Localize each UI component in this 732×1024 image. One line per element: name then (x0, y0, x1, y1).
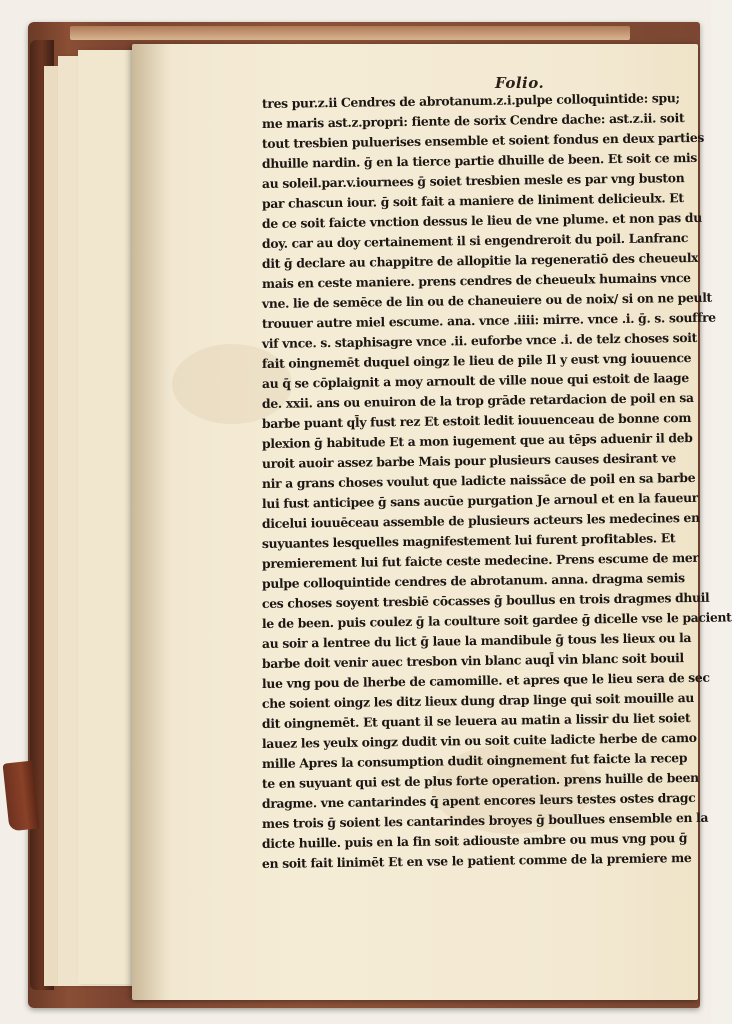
text-line: plexion ḡ habitude Et a mon iugement que au tēps aduenir il deb (261, 429, 693, 451)
text-line: fait oingnemēt duquel oingz le lieu de pile Il y eust vng iouuence (261, 350, 692, 371)
text-line: en soit fait linimēt Et en vse le patient comme de la premiere me (261, 850, 692, 871)
text-line: suyuantes lesquelles magnifestement lui furent profitables. Et (261, 530, 676, 551)
text-line: dicelui iouuēceau assemble de plusieurs acteurs les medecines en (261, 509, 700, 531)
folio-heading: Folio. (495, 74, 545, 92)
text-line: nir a grans choses voulut que ladicte naissāce de poil en sa barbe (261, 469, 696, 491)
text-line: barbe puant ql̄y fust rez Et estoit ledit iouuenceau de bonne com (261, 410, 692, 431)
text-line: te en suyuant qui est de plus forte operation. prens huille de been (261, 769, 699, 791)
text-line: au soleil.par.v.iournees ḡ soiet tresbien mesle es par vng buston (261, 170, 685, 191)
text-line: mais en ceste maniere. prens cendres de cheueulx humains vnce (261, 270, 691, 291)
text-line: lauez les yeulx oingz dudit vin ou soit cuite ladicte herbe de camo (261, 729, 697, 751)
text-line: dhuille nardin. ḡ en la tierce partie dhuille de been. Et soit ce mis (261, 149, 698, 171)
text-line: uroit auoir assez barbe Mais pour plusieurs causes desirant ve (261, 450, 676, 471)
text-line: me maris ast.z.propri: fiente de sorix Cendre dache: ast.z.ii. soit (261, 110, 685, 131)
text-line: che soient oingz les ditz lieux dung drap linge qui soit mouille au (261, 689, 695, 711)
text-block (261, 90, 732, 874)
text-line: le de been. puis coulez ḡ la coulture soit gardee ḡ dicelle vse le pacient (261, 609, 732, 631)
text-line: de ce soit faicte vnction dessus le lieu de vne plume. et non pas du (261, 209, 702, 231)
text-line: pulpe colloquintide cendres de abrotanum. anna. dragma semis (261, 570, 685, 591)
text-line: au q̄ se cōplaignit a moy arnoult de ville noue qui estoit de laage (261, 370, 689, 391)
text-line: vne. lie de semēce de lin ou de chaneuiere ou de noix/ si on ne peult (261, 289, 712, 311)
text-line: doy. car au doy certainement il si engendreroit du poil. Lanfranc (261, 230, 689, 251)
text-line: tout tresbien puluerises ensemble et soient fondus en deux parties (261, 129, 705, 151)
text-line: dragme. vne cantarindes q̄ apent encores leurs testes ostes dragc (261, 789, 696, 811)
text-line: mes trois ḡ soient les cantarindes broyes ḡ boullues ensemble en la (261, 809, 709, 831)
text-line: tres pur.z.ii Cendres de abrotanum.z.i.pulpe colloquintide: spu; (261, 90, 680, 111)
text-line: premierement lui fut faicte ceste medecine. Prens escume de mer (261, 549, 699, 571)
text-line: de. xxii. ans ou enuiron de la trop grāde retardacion de poil en sa (261, 389, 694, 411)
text-line: vif vnce. s. staphisagre vnce .ii. euforbe vnce .i. de telz choses soit (261, 329, 698, 351)
text-line: par chascun iour. ḡ soit fait a maniere de liniment delicieulx. Et (261, 190, 684, 211)
page-stack-top-edge (70, 26, 630, 40)
text-line: dicte huille. puis en la fin soit adiouste ambre ou mus vng pou ḡ (261, 830, 688, 851)
text-line: dit oingnemēt. Et quant il se leuera au matin a lissir du liet soiet (261, 710, 691, 731)
text-line: lue vng pou de lherbe de camomille. et apres que le lieu sera de sec (261, 669, 710, 691)
text-line: trouuer autre miel escume. ana. vnce .iiii: mirre. vnce .i. ḡ. s. souffre (261, 309, 716, 331)
text-line: dit ḡ declare au chappitre de allopitie la regeneratiō des cheueulx (261, 249, 699, 271)
text-line: barbe doit venir auec tresbon vin blanc auql̄ vin blanc soit bouil (261, 650, 684, 671)
text-line: lui fust anticipee ḡ sans aucūe purgation Je arnoul et en la faueur (261, 489, 699, 511)
text-line: ces choses soyent tresbiē cōcasses ḡ boullus en trois dragmes dhuil (261, 589, 710, 611)
text-line: mille Apres la consumption dudit oingnement fut faicte la recep (261, 750, 688, 771)
text-line: au soir a lentree du lict ḡ laue la mandibule ḡ tous les lieux ou la (261, 630, 692, 651)
